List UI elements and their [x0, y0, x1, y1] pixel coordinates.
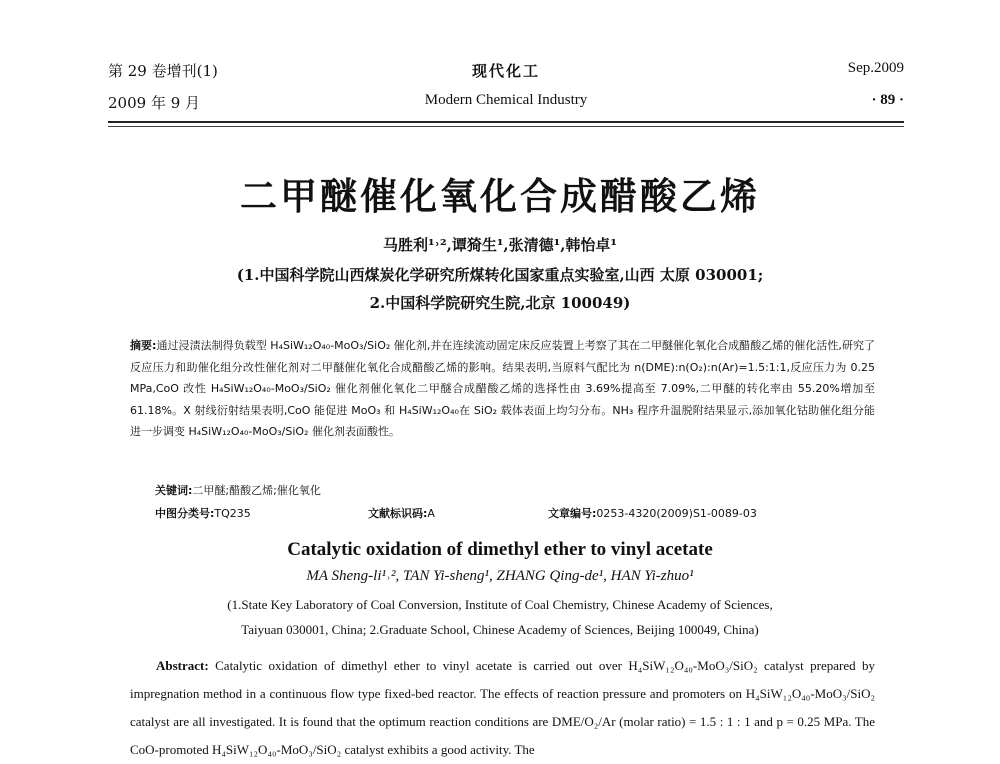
- article-value: 0253-4320(2009)S1-0089-03: [596, 507, 757, 520]
- journal-name-cn: 现代化工: [471, 62, 541, 80]
- doc-label: 文献标识码:: [368, 507, 428, 520]
- affiliation-cn-2: 2.中国科学院研究生院,北京 100049): [369, 294, 631, 312]
- abstract-en-text: Catalytic oxidation of dimethyl ether to vinyl acetate is carried out over H₄SiW₁₂O₄₀-MoO₃/SiO₂ catalyst prepared by impregnation method in a continuous flow type fixed-bed reactor. The effects of reaction pressure and promoters on H₄SiW₁₂O₄₀-MoO₃/SiO₂ catalyst are all investigated. It is found that the optimum reaction conditions are DME/O₂/Ar (molar ratio) = 1.5 : 1 : 1 and p = 0.25 MPa. The CoO-promoted H₄SiW₁₂O₄₀-MoO₃/SiO₂ catalyst exhibits a good activity. The: [130, 658, 875, 757]
- date-cn: 2009 年 9 月: [108, 94, 201, 112]
- article-label: 文章编号:: [548, 507, 597, 520]
- abstract-en: [130, 652, 875, 764]
- doc-code: [368, 505, 435, 521]
- affiliation-cn-1: (1.中国科学院山西煤炭化学研究所煤转化国家重点实验室,山西 太原 030001;: [236, 266, 764, 284]
- abstract-cn-label: 摘要:: [130, 339, 157, 352]
- authors-cn: 马胜利¹˒²,谭猗生¹,张清德¹,韩怡卓¹: [382, 236, 617, 254]
- header-rule-thin: [108, 126, 904, 127]
- keywords-label: 关键词:: [155, 484, 193, 497]
- affiliation-en-2: Taiyuan 030001, China; 2.Graduate School, Chinese Academy of Sciences, Beijing 100049, China): [241, 622, 759, 637]
- doc-value: A: [427, 507, 435, 520]
- affiliation-en-1: (1.State Key Laboratory of Coal Conversion, Institute of Coal Chemistry, Chinese Academy of Sciences,: [227, 597, 773, 612]
- clc-label: 中图分类号:: [155, 507, 215, 520]
- article-number: [548, 505, 757, 521]
- header-rule-thick: [108, 121, 904, 123]
- journal-issue: 第 29 卷增刊(1): [108, 62, 218, 80]
- page-header: [108, 60, 904, 122]
- keywords-text: 二甲醚;醋酸乙烯;催化氧化: [192, 484, 321, 497]
- journal-name-en: Modern Chemical Industry: [424, 92, 588, 108]
- title-en: Catalytic oxidation of dimethyl ether to vinyl acetate: [287, 539, 713, 560]
- abstract-en-label: Abstract:: [156, 658, 209, 673]
- abstract-cn: [130, 335, 875, 443]
- clc-number: [155, 505, 251, 521]
- title-cn: 二甲醚催化氧化合成醋酸乙烯: [240, 175, 760, 218]
- page-number: · 89 ·: [871, 92, 904, 108]
- authors-en: MA Sheng-li¹˒², TAN Yi-sheng¹, ZHANG Qing-de¹, HAN Yi-zhuo¹: [306, 568, 694, 584]
- keywords-cn: [155, 482, 321, 498]
- date-en: Sep.2009: [847, 60, 904, 76]
- clc-value: TQ235: [214, 507, 251, 520]
- abstract-cn-text: 通过浸渍法制得负载型 H₄SiW₁₂O₄₀-MoO₃/SiO₂ 催化剂,并在连续流动固定床反应装置上考察了其在二甲醚催化氧化合成醋酸乙烯的催化活性,研究了反应压力和助催化组分改性催化剂对二甲醚催化氧化合成醋酸乙烯的影响。结果表明,当原料气配比为 n(DME):n(O₂):n(Ar)=1.5:1:1,反应压力为 0.25 MPa,CoO 改性 H₄SiW₁₂O₄₀-MoO₃/SiO₂ 催化剂催化氧化二甲醚合成醋酸乙烯的选择性由 3.69%提高至 7.09%,二甲醚的转化率由 55.20%增加至 61.18%。X 射线衍射结果表明,CoO 能促进 MoO₃ 和 H₄SiW₁₂O₄₀在 SiO₂ 载体表面上均匀分布。NH₃ 程序升温脱附结果显示,添加氧化钴助催化组分能进一步调变 H₄SiW₁₂O₄₀-MoO₃/SiO₂ 催化剂表面酸性。: [130, 339, 875, 438]
